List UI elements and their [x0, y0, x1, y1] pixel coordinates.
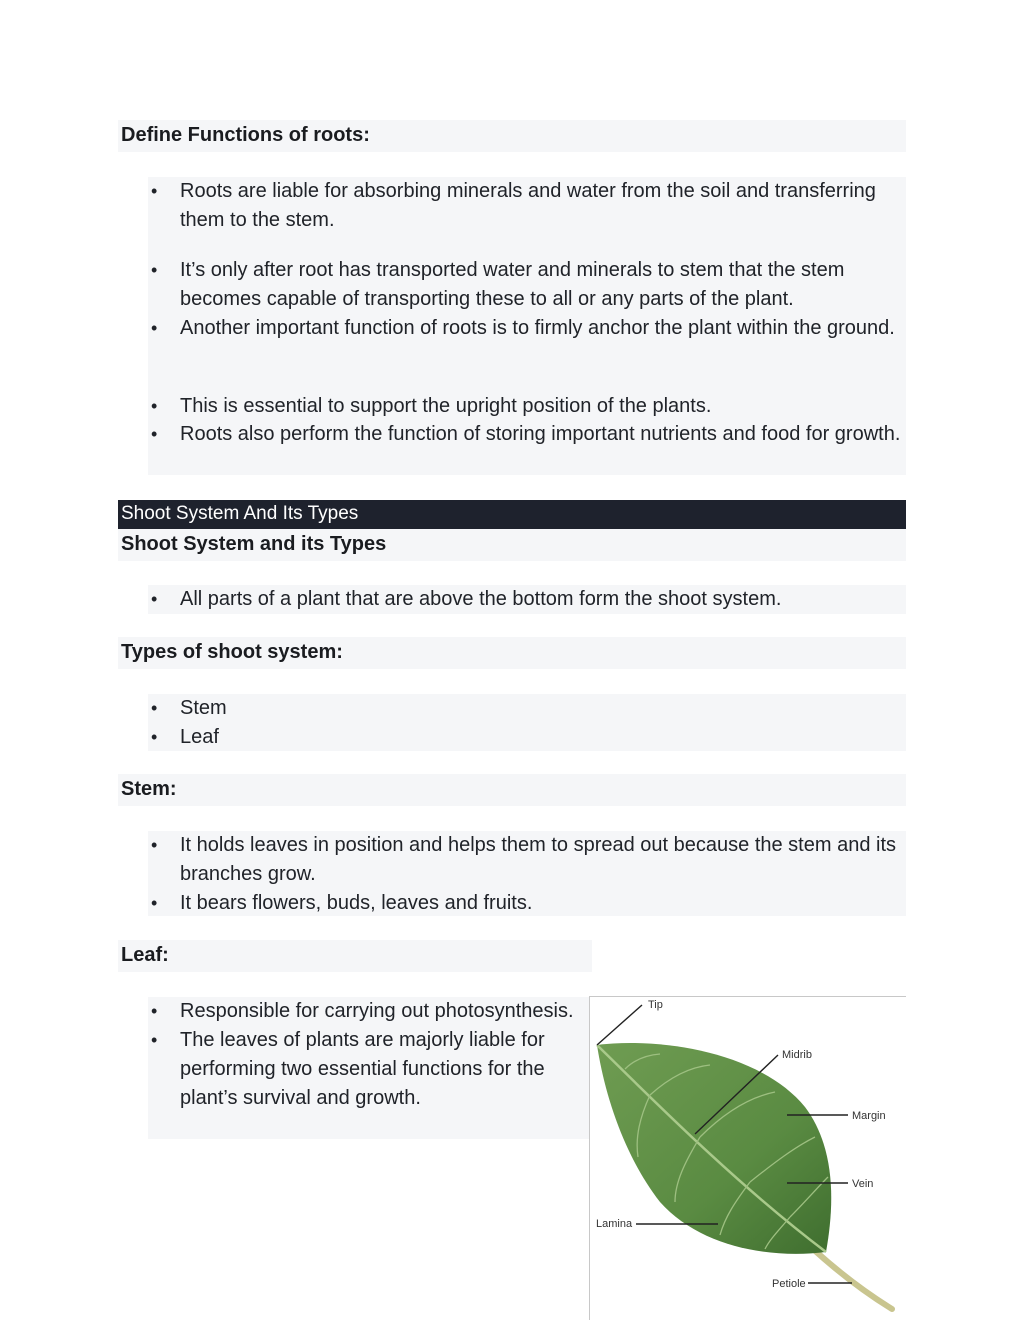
list-item: • All parts of a plant that are above the bottom form the shoot system. — [148, 585, 906, 614]
list-item: • Roots also perform the function of storing important nutrients and food for growth. — [148, 420, 900, 449]
types-list — [148, 694, 906, 751]
list-item: • Another important function of roots is to firmly anchor the plant within the ground. — [148, 314, 895, 343]
label-petiole: Petiole — [772, 1278, 806, 1290]
list-item: • Roots are liable for absorbing minerals and water from the soil and transferring them to the stem. — [148, 177, 906, 235]
label-lamina: Lamina — [596, 1218, 633, 1230]
leaf-diagram — [589, 996, 906, 1320]
list-item: • This is essential to support the upright position of the plants. — [148, 392, 711, 421]
roots-heading: Define Functions of roots: — [118, 120, 906, 152]
label-vein: Vein — [852, 1178, 874, 1190]
list-item: • Leaf — [148, 723, 906, 752]
label-tip: Tip — [648, 999, 663, 1011]
shoot-list — [148, 585, 906, 614]
list-item: • It’s only after root has transported water and minerals to stem that the stem becomes capable of transporting these to all or any parts of the plant. — [148, 256, 906, 314]
list-item: • The leaves of plants are majorly liable for performing two essential functions for the plant’s survival and growth. — [148, 1026, 589, 1113]
stem-heading: Stem: — [118, 774, 906, 806]
label-midrib: Midrib — [782, 1049, 812, 1061]
list-item: • Stem — [148, 694, 906, 723]
shoot-heading: Shoot System and its Types — [118, 529, 906, 561]
roots-list — [148, 177, 906, 475]
list-item: • Responsible for carrying out photosynthesis. — [148, 997, 589, 1026]
stem-list — [148, 831, 906, 916]
list-item: • It holds leaves in position and helps them to spread out because the stem and its branches grow. — [148, 831, 906, 889]
list-item: • It bears flowers, buds, leaves and fruits. — [148, 889, 906, 918]
leaf-list — [148, 997, 589, 1139]
leaf-illustration — [590, 997, 906, 1320]
types-heading: Types of shoot system: — [118, 637, 906, 669]
section-title-bar: Shoot System And Its Types — [118, 500, 906, 529]
label-margin: Margin — [852, 1110, 886, 1122]
leaf-heading: Leaf: — [118, 940, 592, 972]
